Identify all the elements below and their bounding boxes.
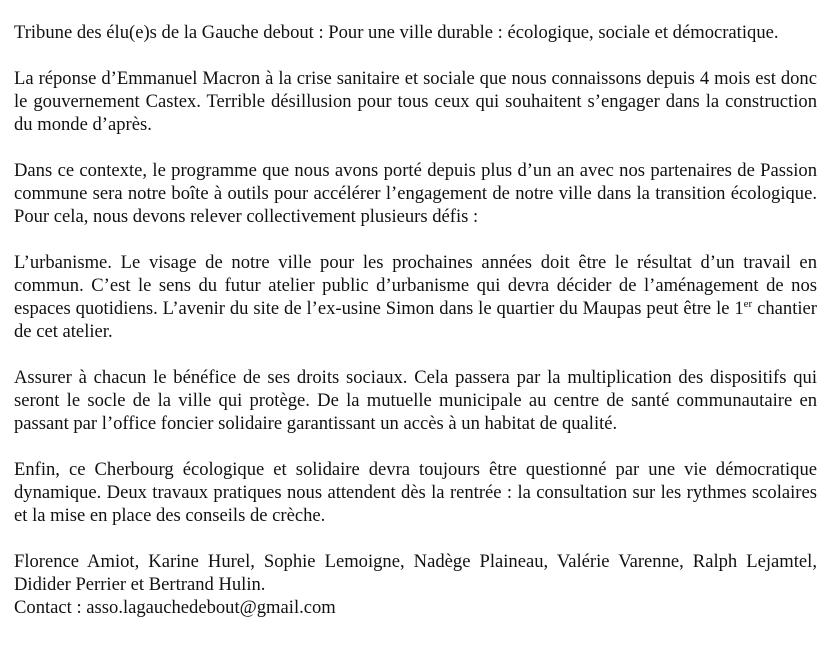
ordinal-superscript: er [743,298,753,310]
document-title: Tribune des élu(e)s de la Gauche debout : Pour une ville durable : écologique, sociale et démocratique. [14,22,779,43]
paragraph-social-rights: Assurer à chacun le bénéfice de ses droits sociaux. Cela passera par la multiplication des dispositifs qui seront le socle de la ville qui protège. De la mutuelle municipale au centre de santé communautaire en passant par l’office foncier solidaire garantissant un accès à un habitat de qualité. [14,367,817,434]
paragraph-macron-response: La réponse d’Emmanuel Macron à la crise sanitaire et sociale que nous connaissons depuis 4 mois est donc le gouvernement Castex. Terrible désillusion pour tous ceux qui souhaitent s’engager dans la construction du monde d’après. [14,68,817,135]
document-page [14,21,817,619]
paragraph-urbanisme [14,251,817,343]
urbanisme-text: L’urbanisme. Le visage de notre ville pour les prochaines années doit être le résultat d’un travail en commun. C’est le sens du futur atelier public d’urbanisme qui devra décider de l’aménagement de nos espaces quotidiens. L’avenir du site de l’ex-usine Simon dans le quartier du Maupas peut être le 1 [14,252,817,319]
signature-block [14,550,817,619]
paragraph-democracy: Enfin, ce Cherbourg écologique et solidaire devra toujours être questionné par une vie démocratique dynamique. Deux travaux pratiques nous attendent dès la rentrée : la consultation sur les rythmes scolaires et la mise en place des conseils de crèche. [14,459,817,526]
paragraph-context: Dans ce contexte, le programme que nous avons porté depuis plus d’un an avec nos partenaires de Passion commune sera notre boîte à outils pour accélérer l’engagement de notre ville dans la transition écologique. Pour cela, nous devons relever collectivement plusieurs défis : [14,160,817,227]
signatories: Florence Amiot, Karine Hurel, Sophie Lemoigne, Nadège Plaineau, Valérie Varenne, Ralph Lejamtel, Didider Perrier et Bertrand Hulin. [14,551,817,595]
urbanisme-text-end: chantier de cet atelier. [14,298,817,342]
contact-line: Contact : asso.lagauchedebout@gmail.com [14,597,336,618]
